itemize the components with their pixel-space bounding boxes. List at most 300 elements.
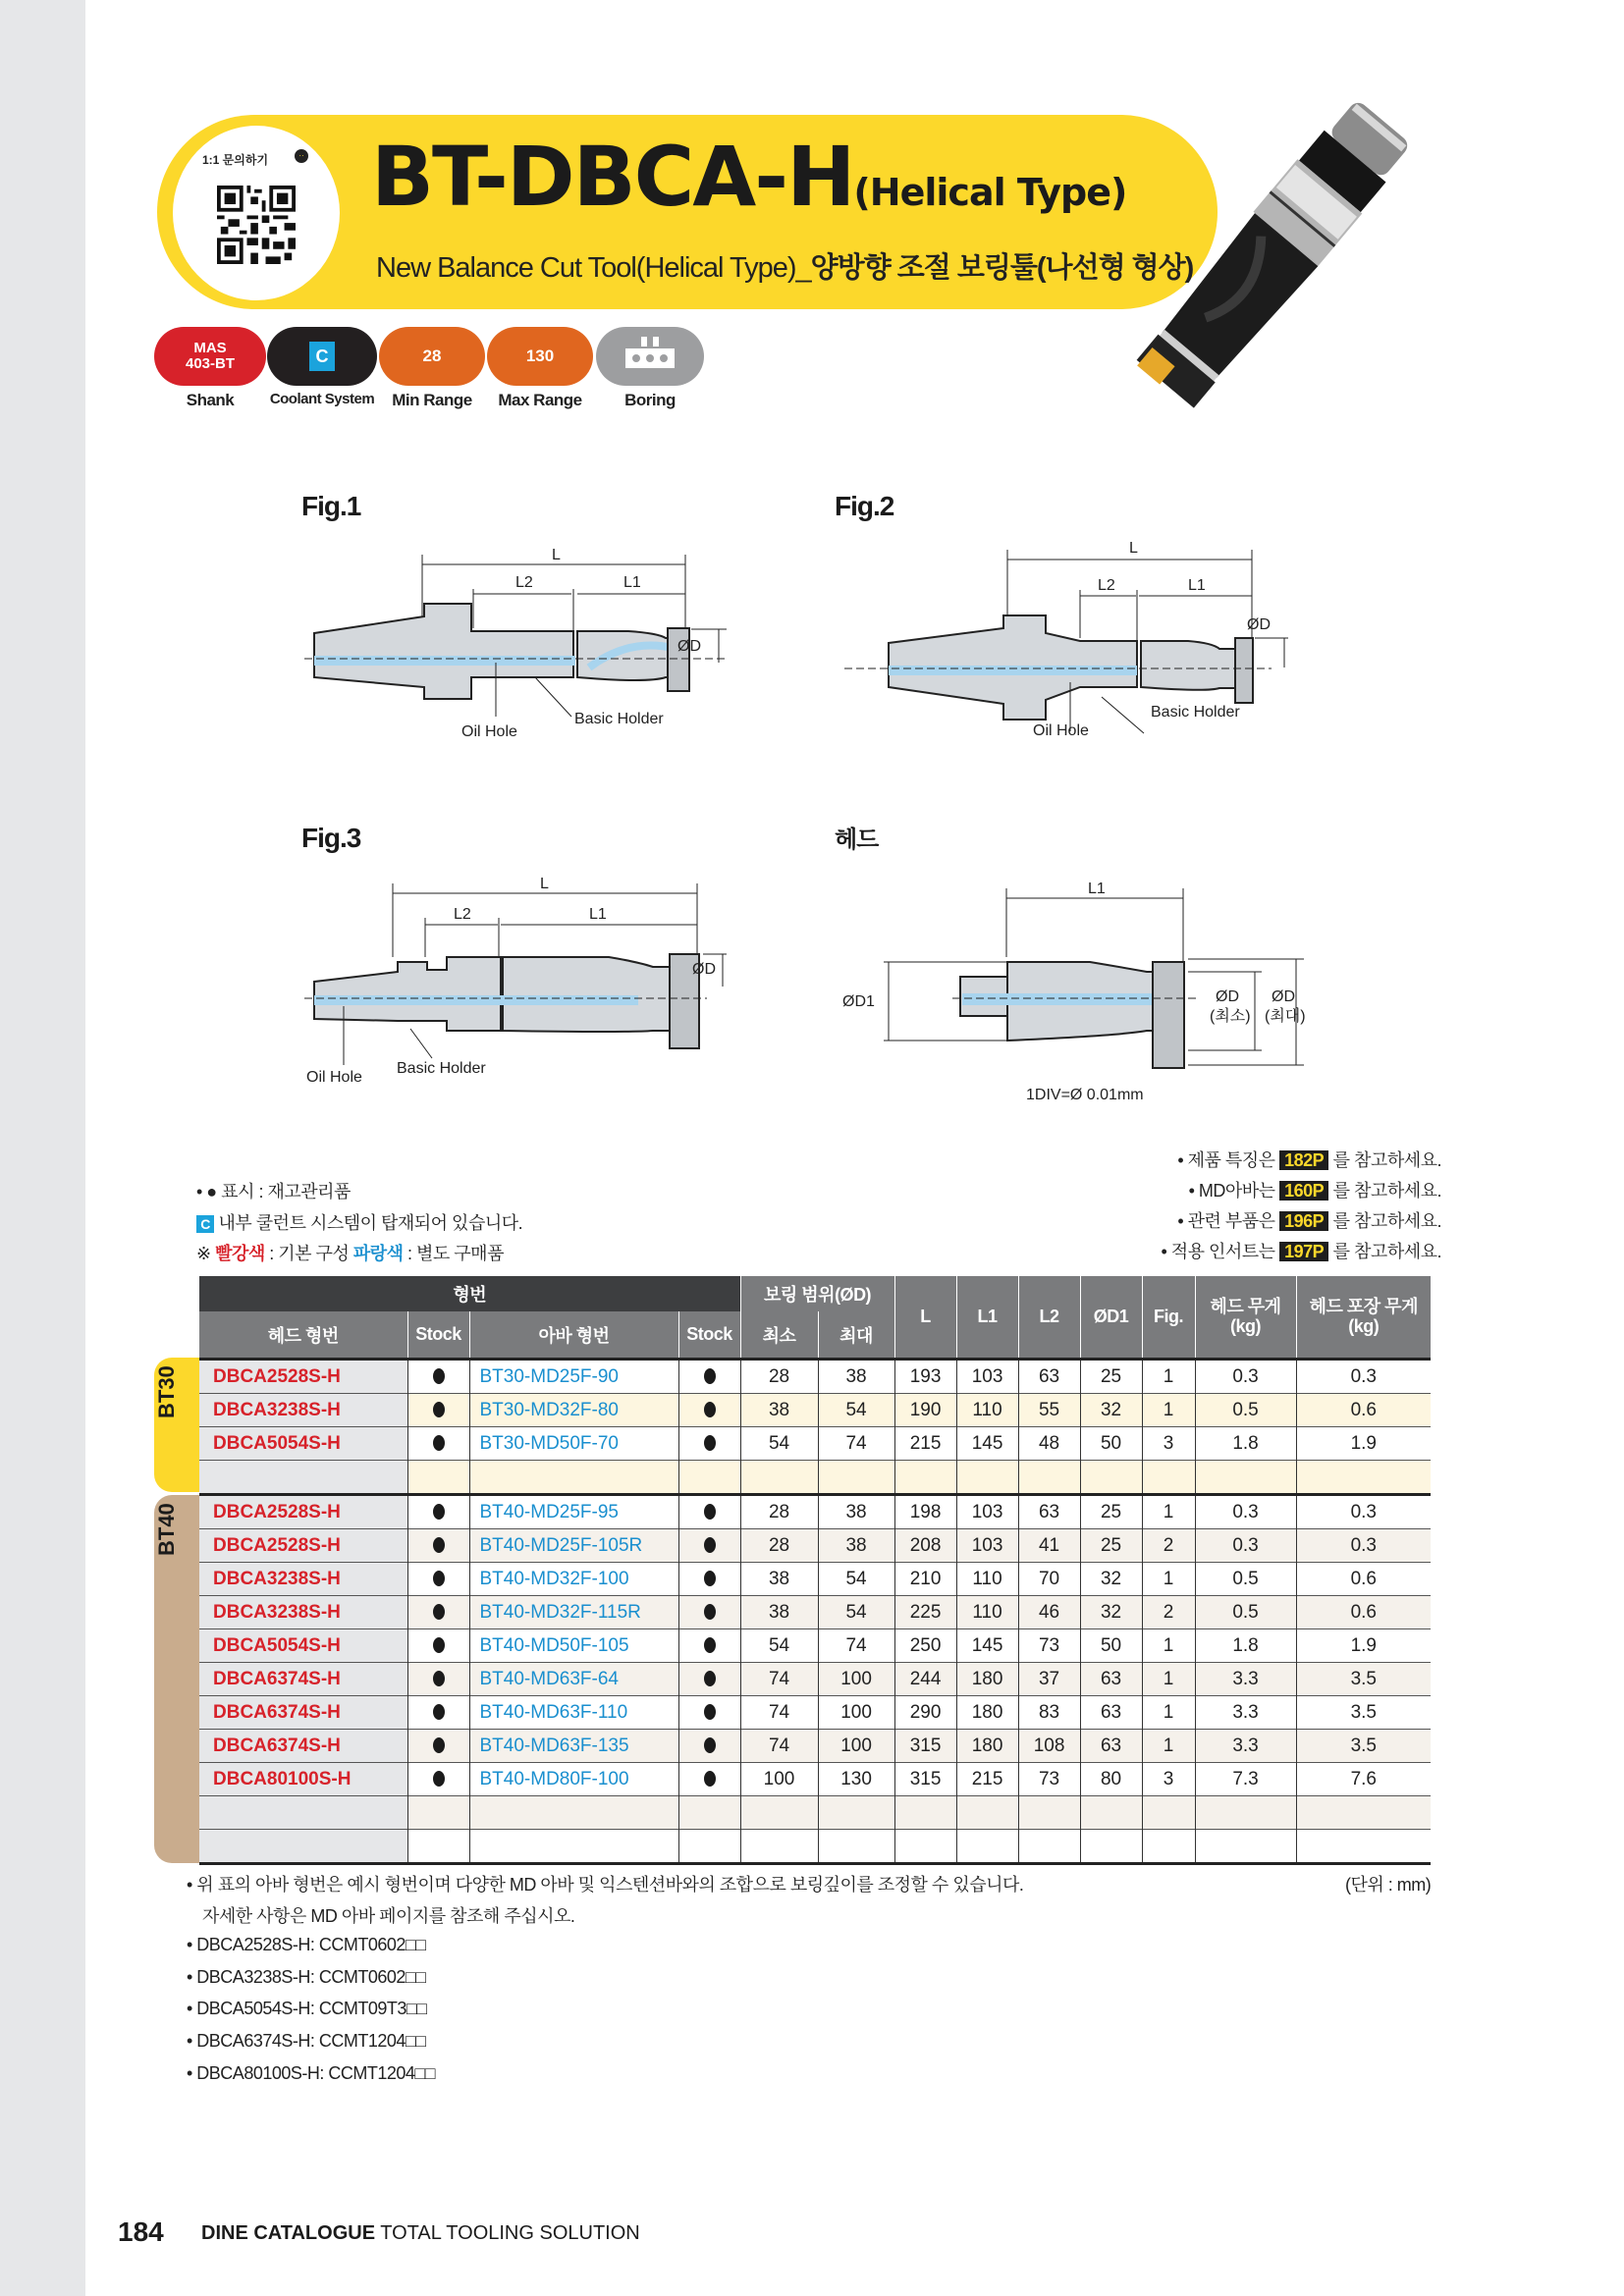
stock-dot-icon [704, 1604, 716, 1620]
fig-cell [1142, 1796, 1195, 1830]
fig1-basic-holder: Basic Holder [574, 711, 664, 727]
fig3-basic-holder: Basic Holder [397, 1060, 486, 1077]
head-model-cell [199, 1796, 407, 1830]
fig3-L2: L2 [454, 906, 471, 923]
max-cell [818, 1796, 894, 1830]
subtitle-en: New Balance Cut Tool(Helical Type)_ [376, 252, 811, 284]
header-D1: ØD1 [1080, 1276, 1142, 1360]
head-drawing [835, 864, 1306, 1109]
D1-cell [1080, 1796, 1142, 1830]
table-bottom-rule [199, 1862, 1431, 1865]
min-cell [740, 1830, 818, 1863]
L-cell: 210 [894, 1563, 956, 1596]
title-main: BT-DBCA-H [371, 129, 854, 225]
pw-cell: 0.3 [1296, 1360, 1431, 1394]
header-head-weight: 헤드 무게 (kg) [1195, 1276, 1296, 1360]
page-references [982, 1147, 1441, 1268]
legend-red-desc: : 기본 구성 [264, 1244, 353, 1263]
stock-cell [407, 1796, 469, 1830]
L1-cell: 103 [956, 1360, 1018, 1394]
stock-cell [678, 1461, 740, 1495]
w-cell: 0.3 [1195, 1529, 1296, 1563]
table-row [199, 1763, 1431, 1796]
stock-dot-icon [704, 1737, 716, 1753]
max-cell: 100 [818, 1663, 894, 1696]
pw-cell: 7.6 [1296, 1763, 1431, 1796]
table-row [199, 1596, 1431, 1629]
w-cell [1195, 1796, 1296, 1830]
legend-blue-word: 파랑색 [352, 1244, 404, 1263]
fig-cell: 1 [1142, 1394, 1195, 1427]
fig1-oil-hole: Oil Hole [461, 723, 517, 740]
head-model-cell [199, 1830, 407, 1863]
chat-bubble-icon: ·· [295, 149, 308, 163]
fig2-drawing [835, 525, 1296, 746]
L-cell: 198 [894, 1495, 956, 1529]
pw-cell: 0.6 [1296, 1596, 1431, 1629]
header-L1: L1 [956, 1276, 1018, 1360]
L2-cell: 83 [1018, 1696, 1080, 1730]
badge-label-coolant: Coolant System [269, 391, 375, 407]
badge-label-min-range: Min Range [392, 391, 472, 409]
fig3-D: ØD [692, 961, 716, 978]
fig-cell: 1 [1142, 1730, 1195, 1763]
page-link[interactable]: 197P [1279, 1242, 1328, 1261]
min-cell [740, 1796, 818, 1830]
stock-dot-icon [433, 1435, 445, 1451]
stock-dot-icon [433, 1571, 445, 1586]
fig-cell: 2 [1142, 1596, 1195, 1629]
D1-cell: 63 [1080, 1730, 1142, 1763]
w-cell [1195, 1830, 1296, 1863]
badge-label-shank: Shank [186, 391, 235, 409]
L-cell: 290 [894, 1696, 956, 1730]
badge-max-range: 130 [487, 327, 593, 386]
stock-cell [407, 1830, 469, 1863]
max-cell: 74 [818, 1629, 894, 1663]
head-model-cell: DBCA2528S-H [199, 1495, 407, 1529]
arbor-model-cell: BT40-MD25F-95 [469, 1495, 678, 1529]
D1-cell: 50 [1080, 1629, 1142, 1663]
insert-note: • DBCA5054S-H: CCMT09T3□□ [187, 1999, 427, 2018]
head-model-cell: DBCA2528S-H [199, 1360, 407, 1394]
table-row [199, 1360, 1431, 1394]
stock-dot-icon [433, 1737, 445, 1753]
L1-cell [956, 1461, 1018, 1495]
header-stock-2: Stock [678, 1311, 740, 1360]
spec-table [199, 1276, 1431, 1862]
L-cell: 250 [894, 1629, 956, 1663]
stock-cell [407, 1663, 469, 1696]
table-row [199, 1461, 1431, 1495]
page-link[interactable]: 196P [1279, 1211, 1328, 1231]
fig2-D: ØD [1247, 616, 1271, 633]
L1-cell: 103 [956, 1529, 1018, 1563]
footnote-line2: 자세한 사항은 MD 아바 페이지를 참조해 주십시오. [202, 1906, 575, 1926]
w-cell: 7.3 [1195, 1763, 1296, 1796]
table-row [199, 1730, 1431, 1763]
note-stock: • ● 표시 : 재고관리품 [196, 1182, 351, 1201]
head-D-max-sub: (최대) [1265, 1008, 1306, 1025]
min-cell: 74 [740, 1730, 818, 1763]
arbor-model-cell: BT40-MD63F-135 [469, 1730, 678, 1763]
pw-cell: 3.5 [1296, 1730, 1431, 1763]
header-arbor-model: 아바 형번 [469, 1311, 678, 1360]
stock-dot-icon [704, 1671, 716, 1686]
w-cell [1195, 1461, 1296, 1495]
D1-cell [1080, 1830, 1142, 1863]
L2-cell: 46 [1018, 1596, 1080, 1629]
stock-cell [678, 1563, 740, 1596]
arbor-model-cell: BT40-MD50F-105 [469, 1629, 678, 1663]
note-coolant-text: 내부 쿨런트 시스템이 탑재되어 있습니다. [218, 1213, 523, 1233]
qr-code[interactable] [217, 185, 296, 265]
table-row [199, 1629, 1431, 1663]
stock-cell [678, 1696, 740, 1730]
head-model-cell: DBCA3238S-H [199, 1394, 407, 1427]
group-tab-bt30 [154, 1358, 199, 1492]
fig-cell: 1 [1142, 1663, 1195, 1696]
stock-dot-icon [704, 1637, 716, 1653]
head-model-cell: DBCA2528S-H [199, 1529, 407, 1563]
group-label-bt40: BT40 [154, 1503, 179, 1556]
pw-cell: 3.5 [1296, 1663, 1431, 1696]
fig2-L1: L1 [1188, 577, 1206, 594]
stock-dot-icon [433, 1604, 445, 1620]
D1-cell: 25 [1080, 1529, 1142, 1563]
arbor-model-cell: BT30-MD25F-90 [469, 1360, 678, 1394]
L2-cell: 73 [1018, 1763, 1080, 1796]
fig-cell [1142, 1830, 1195, 1863]
head-D-min: ØD [1216, 988, 1239, 1005]
header-max: 최대 [818, 1311, 894, 1360]
max-cell: 54 [818, 1563, 894, 1596]
ref-md-arbor: • MD아바는 160P 를 참고하세요. [1188, 1181, 1441, 1201]
unit-label: (단위 : mm) [1345, 1875, 1432, 1895]
stock-cell [678, 1629, 740, 1663]
fig2-oil-hole: Oil Hole [1033, 722, 1089, 739]
stock-cell [407, 1394, 469, 1427]
L1-cell: 110 [956, 1563, 1018, 1596]
pw-cell: 3.5 [1296, 1696, 1431, 1730]
footnote-line1: • 위 표의 아바 형번은 예시 형번이며 다양한 MD 아바 및 익스텐션바와의 조합으로 보링깊이를 조정할 수 있습니다. [187, 1875, 1024, 1895]
L2-cell: 63 [1018, 1360, 1080, 1394]
head-model-cell: DBCA6374S-H [199, 1663, 407, 1696]
max-cell [818, 1461, 894, 1495]
header-pack-weight: 헤드 포장 무게 (kg) [1296, 1276, 1431, 1360]
L2-cell: 73 [1018, 1629, 1080, 1663]
page-link[interactable]: 182P [1279, 1150, 1328, 1170]
max-cell: 38 [818, 1495, 894, 1529]
min-cell [740, 1461, 818, 1495]
head-model-cell: DBCA3238S-H [199, 1563, 407, 1596]
header-L2: L2 [1018, 1276, 1080, 1360]
L2-cell [1018, 1796, 1080, 1830]
w-cell: 0.3 [1195, 1495, 1296, 1529]
fig3-title: Fig.3 [301, 823, 361, 853]
max-cell: 54 [818, 1394, 894, 1427]
fig-cell: 1 [1142, 1495, 1195, 1529]
stock-cell [407, 1461, 469, 1495]
header-stock-1: Stock [407, 1311, 469, 1360]
head-model-cell: DBCA5054S-H [199, 1629, 407, 1663]
stock-dot-icon [704, 1571, 716, 1586]
w-cell: 3.3 [1195, 1696, 1296, 1730]
note-mark: ※ [196, 1244, 211, 1263]
fig2-L2: L2 [1098, 577, 1115, 594]
fig2-L: L [1129, 540, 1138, 557]
fig-cell: 3 [1142, 1427, 1195, 1461]
badge-min-range: 28 [379, 327, 485, 386]
fig-cell: 1 [1142, 1696, 1195, 1730]
L2-cell: 48 [1018, 1427, 1080, 1461]
fig2-basic-holder: Basic Holder [1151, 704, 1240, 721]
max-cell: 74 [818, 1427, 894, 1461]
fig3-drawing [295, 864, 756, 1090]
header-head-model: 헤드 형번 [199, 1311, 407, 1360]
L2-cell: 41 [1018, 1529, 1080, 1563]
head-model-cell: DBCA5054S-H [199, 1427, 407, 1461]
L2-cell [1018, 1830, 1080, 1863]
stock-dot-icon [433, 1671, 445, 1686]
legend-blue-desc: : 별도 구매품 [403, 1244, 504, 1263]
group-label-bt30: BT30 [154, 1365, 179, 1418]
max-cell: 54 [818, 1596, 894, 1629]
arbor-model-cell [469, 1830, 678, 1863]
L2-cell: 37 [1018, 1663, 1080, 1696]
L2-cell: 63 [1018, 1495, 1080, 1529]
L-cell: 225 [894, 1596, 956, 1629]
max-cell: 100 [818, 1730, 894, 1763]
head-div-note: 1DIV=Ø 0.01mm [1026, 1087, 1144, 1103]
page-title [371, 129, 1127, 225]
stock-cell [407, 1529, 469, 1563]
L-cell: 315 [894, 1730, 956, 1763]
footer-brand [201, 2222, 640, 2245]
max-cell: 38 [818, 1529, 894, 1563]
D1-cell: 32 [1080, 1394, 1142, 1427]
stock-dot-icon [433, 1368, 445, 1384]
arbor-model-cell: BT40-MD63F-64 [469, 1663, 678, 1696]
arbor-model-cell: BT40-MD32F-115R [469, 1596, 678, 1629]
L2-cell: 55 [1018, 1394, 1080, 1427]
min-cell: 54 [740, 1427, 818, 1461]
head-model-cell: DBCA3238S-H [199, 1596, 407, 1629]
title-suffix: (Helical Type) [853, 171, 1127, 214]
L-cell [894, 1796, 956, 1830]
table-row [199, 1427, 1431, 1461]
arbor-model-cell: BT40-MD63F-110 [469, 1696, 678, 1730]
ref-inserts: • 적용 인서트는 197P 를 참고하세요. [1161, 1242, 1441, 1261]
D1-cell: 32 [1080, 1596, 1142, 1629]
head-fig-title: 헤드 [835, 827, 879, 853]
badge-shank: MAS 403-BT [154, 327, 266, 386]
insert-note: • DBCA80100S-H: CCMT1204□□ [187, 2063, 436, 2083]
L1-cell: 110 [956, 1394, 1018, 1427]
min-cell: 74 [740, 1696, 818, 1730]
stock-cell [407, 1563, 469, 1596]
min-cell: 28 [740, 1529, 818, 1563]
head-L1: L1 [1088, 881, 1106, 897]
stock-dot-icon [704, 1771, 716, 1787]
header-range-group: 보링 범위(ØD) [740, 1276, 894, 1311]
stock-dot-icon [704, 1402, 716, 1417]
qr-label: 1:1 문의하기 [202, 153, 269, 167]
stock-dot-icon [704, 1435, 716, 1451]
w-cell: 0.3 [1195, 1360, 1296, 1394]
fig-cell: 1 [1142, 1629, 1195, 1663]
note-coolant [196, 1209, 522, 1235]
group-tab-bt40 [154, 1495, 199, 1863]
ref-features: • 제품 특징은 182P 를 참고하세요. [1177, 1150, 1441, 1170]
D1-cell: 25 [1080, 1495, 1142, 1529]
L1-cell: 180 [956, 1663, 1018, 1696]
max-cell: 100 [818, 1696, 894, 1730]
stock-dot-icon [704, 1537, 716, 1553]
table-row [199, 1563, 1431, 1596]
footer-tagline: TOTAL TOOLING SOLUTION [375, 2222, 640, 2244]
w-cell: 0.5 [1195, 1563, 1296, 1596]
w-cell: 3.3 [1195, 1663, 1296, 1696]
stock-cell [678, 1796, 740, 1830]
head-model-cell: DBCA6374S-H [199, 1696, 407, 1730]
spec-table-body [199, 1360, 1431, 1863]
fig3-L1: L1 [589, 906, 607, 923]
L1-cell: 145 [956, 1427, 1018, 1461]
stock-dot-icon [433, 1771, 445, 1787]
badge-boring [596, 327, 704, 386]
L2-cell: 70 [1018, 1563, 1080, 1596]
stock-cell [678, 1360, 740, 1394]
pw-cell: 0.6 [1296, 1394, 1431, 1427]
page-number: 184 [118, 2216, 164, 2247]
product-photo [1110, 88, 1424, 432]
fig3-oil-hole: Oil Hole [306, 1069, 362, 1086]
legend-red-word: 빨강색 [215, 1244, 265, 1263]
stock-cell [678, 1495, 740, 1529]
stock-cell [407, 1696, 469, 1730]
fig-cell: 1 [1142, 1360, 1195, 1394]
table-row [199, 1663, 1431, 1696]
stock-dot-icon [704, 1704, 716, 1720]
fig-cell: 1 [1142, 1563, 1195, 1596]
fig1-drawing [295, 530, 746, 746]
min-cell: 28 [740, 1495, 818, 1529]
footer-brand-name: DINE CATALOGUE [201, 2222, 376, 2244]
table-row [199, 1394, 1431, 1427]
L-cell: 193 [894, 1360, 956, 1394]
max-cell [818, 1830, 894, 1863]
fig3-L: L [540, 876, 549, 892]
boring-icon [616, 337, 684, 376]
header-L: L [894, 1276, 956, 1360]
badge-coolant [267, 327, 377, 386]
head-D1: ØD1 [842, 993, 875, 1010]
L1-cell: 145 [956, 1629, 1018, 1663]
fig2-title: Fig.2 [835, 491, 894, 521]
insert-note: • DBCA6374S-H: CCMT1204□□ [187, 2031, 426, 2051]
table-row [199, 1495, 1431, 1529]
arbor-model-cell [469, 1461, 678, 1495]
pw-cell: 0.6 [1296, 1563, 1431, 1596]
D1-cell: 63 [1080, 1663, 1142, 1696]
arbor-model-cell [469, 1796, 678, 1830]
arbor-model-cell: BT30-MD50F-70 [469, 1427, 678, 1461]
pw-cell [1296, 1461, 1431, 1495]
D1-cell: 32 [1080, 1563, 1142, 1596]
stock-dot-icon [433, 1704, 445, 1720]
L-cell [894, 1461, 956, 1495]
fig1-L2: L2 [515, 574, 533, 591]
fig-cell: 3 [1142, 1763, 1195, 1796]
table-row [199, 1830, 1431, 1863]
D1-cell [1080, 1461, 1142, 1495]
fig-cell [1142, 1461, 1195, 1495]
head-D-min-sub: (최소) [1210, 1008, 1251, 1025]
w-cell: 1.8 [1195, 1427, 1296, 1461]
stock-cell [407, 1360, 469, 1394]
L-cell [894, 1830, 956, 1863]
coolant-c-icon: C [309, 342, 335, 371]
min-cell: 74 [740, 1663, 818, 1696]
note-color-legend [196, 1240, 504, 1265]
insert-note: • DBCA3238S-H: CCMT0602□□ [187, 1967, 426, 1987]
pw-cell [1296, 1796, 1431, 1830]
fig1-D: ØD [677, 638, 701, 655]
fig-cell: 2 [1142, 1529, 1195, 1563]
header-fig: Fig. [1142, 1276, 1195, 1360]
L-cell: 315 [894, 1763, 956, 1796]
coolant-c-icon: C [196, 1215, 214, 1233]
stock-cell [678, 1394, 740, 1427]
L-cell: 244 [894, 1663, 956, 1696]
stock-cell [407, 1629, 469, 1663]
min-cell: 28 [740, 1360, 818, 1394]
D1-cell: 63 [1080, 1696, 1142, 1730]
pw-cell: 1.9 [1296, 1629, 1431, 1663]
stock-cell [678, 1596, 740, 1629]
L2-cell: 108 [1018, 1730, 1080, 1763]
max-cell: 130 [818, 1763, 894, 1796]
badge-label-max-range: Max Range [498, 391, 582, 409]
page-side-strip [0, 0, 85, 2296]
pw-cell: 1.9 [1296, 1427, 1431, 1461]
head-model-cell: DBCA6374S-H [199, 1730, 407, 1763]
L-cell: 215 [894, 1427, 956, 1461]
w-cell: 0.5 [1195, 1596, 1296, 1629]
table-row [199, 1529, 1431, 1563]
stock-dot-icon [433, 1537, 445, 1553]
arbor-model-cell: BT40-MD32F-100 [469, 1563, 678, 1596]
L1-cell: 180 [956, 1730, 1018, 1763]
min-cell: 38 [740, 1563, 818, 1596]
w-cell: 3.3 [1195, 1730, 1296, 1763]
L1-cell [956, 1796, 1018, 1830]
insert-note: • DBCA2528S-H: CCMT0602□□ [187, 1935, 426, 1954]
stock-dot-icon [433, 1504, 445, 1520]
arbor-model-cell: BT40-MD25F-105R [469, 1529, 678, 1563]
stock-cell [407, 1763, 469, 1796]
badge-label-boring: Boring [624, 391, 676, 409]
arbor-model-cell: BT30-MD32F-80 [469, 1394, 678, 1427]
stock-cell [407, 1427, 469, 1461]
stock-dot-icon [433, 1637, 445, 1653]
L2-cell [1018, 1461, 1080, 1495]
pw-cell [1296, 1830, 1431, 1863]
page-link[interactable]: 160P [1279, 1181, 1328, 1201]
table-row [199, 1696, 1431, 1730]
header-model-group: 형번 [199, 1276, 740, 1311]
